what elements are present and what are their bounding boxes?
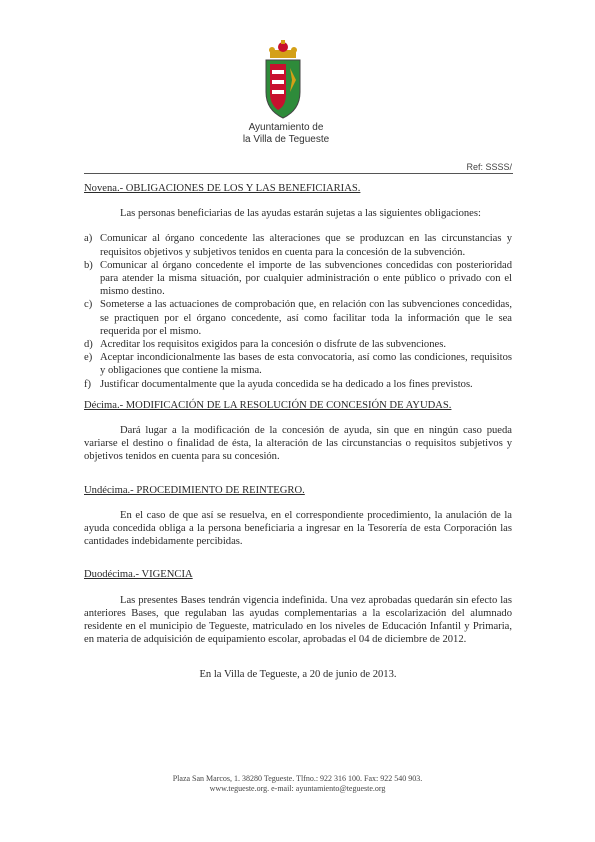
paragraph-undecima: En el caso de que así se resuelva, en el correspondiente procedimiento, la anulación de la ayuda concedida obliga a la persona beneficiaria a ingresar en la Tesorería de esta Corporación las cantidades indebidamente percibidas. xyxy=(84,509,512,548)
section-title-decima: Décima.- MODIFICACIÓN DE LA RESOLUCIÓN DE CONCESIÓN DE AYUDAS. xyxy=(84,399,452,411)
organization-name xyxy=(236,122,336,146)
org-line-2: la Villa de Tegueste xyxy=(242,134,330,145)
reference: Ref: SSSS/ xyxy=(466,162,512,172)
list-item: d) Acreditar los requisitos exigidos para la concesión o disfrute de las subvenciones. xyxy=(84,339,446,351)
footer-contact: www.tegueste.org. e-mail: ayuntamiento@tegueste.org xyxy=(209,784,386,793)
list-item: c) Someterse a las actuaciones de comprobación que, en relación con las subvenciones concedidas, se practiquen por el órgano concedente, así como facilitar toda la información que le sea requerida por el mismo. xyxy=(84,299,512,337)
coat-of-arms-icon xyxy=(262,40,304,120)
document-body xyxy=(84,182,512,682)
footer-address: Plaza San Marcos, 1. 38280 Tegueste. Tlfno.: 922 316 100. Fax: 922 540 903. xyxy=(172,774,423,783)
list-item: a) Comunicar al órgano concedente las alteraciones que se produzcan en las circunstancias y requisitos objetivos y subjetivos tenidos en cuenta para la concesión de la subvención. xyxy=(84,233,512,258)
section-title-undecima: Undécima.- PROCEDIMIENTO DE REINTEGRO. xyxy=(84,484,305,496)
paragraph-duodecima: Las presentes Bases tendrán vigencia indefinida. Una vez aprobadas quedarán sin efecto las anteriores Bases, que regulaban las ayudas complementarias a la escolarización del alumnado residente en el municipio de Tegueste, matriculado en los niveles de Educación Infantil y Primaria, en materia de adquisición de equipamiento escolar, aprobadas el 04 de diciembre de 2012. xyxy=(84,594,512,646)
obligations-list xyxy=(84,232,512,390)
section-title-duodecima: Duodécima.- VIGENCIA xyxy=(84,569,193,581)
list-item: e) Aceptar incondicionalmente las bases de esta convocatoria, así como las condiciones, requisitos y obligaciones que contiene la misma. xyxy=(84,352,512,377)
org-line-1: Ayuntamiento de xyxy=(248,122,324,133)
page-footer xyxy=(0,774,595,794)
list-item: b) Comunicar al órgano concedente el importe de las subvenciones concedidas con posterioridad para atender la misma situación, por cualquier administración o ente público o privado con el mismo destino. xyxy=(84,259,512,298)
list-item: f) Justificar documentalmente que la ayuda concedida se ha dedicado a los fines previstos. xyxy=(84,378,473,390)
header-divider xyxy=(84,173,513,174)
paragraph-novena-intro: Las personas beneficiarias de las ayudas estarán sujetas a las siguientes obligaciones: xyxy=(120,208,481,220)
paragraph-decima: Dará lugar a la modificación de la concesión de ayuda, sin que en ningún caso pueda variarse el destino o finalidad de ésta, la alteración de las circunstancias o requisitos subjetivos y objetivos tenidos en cuenta para su concesión. xyxy=(84,425,512,463)
signature-line: En la Villa de Tegueste, a 20 de junio de 2013. xyxy=(199,669,397,681)
section-title-novena: Novena.- OBLIGACIONES DE LOS Y LAS BENEFICIARIAS. xyxy=(84,183,361,194)
